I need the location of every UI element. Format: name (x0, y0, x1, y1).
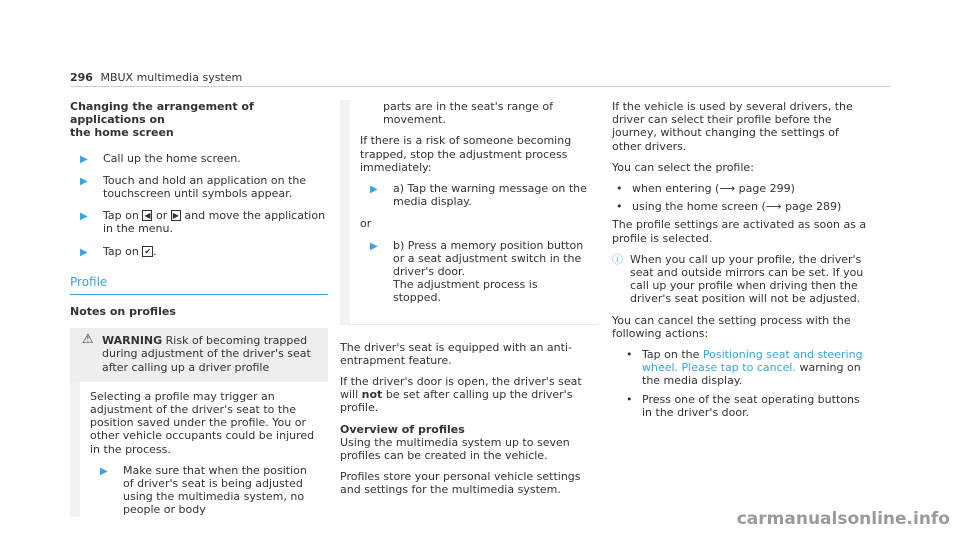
warning-body (70, 382, 328, 517)
check-key-icon: ✔ (144, 246, 152, 256)
section-heading-line-2: the home screen (70, 126, 174, 140)
action-tap-text-post: warning on the media display. (642, 361, 861, 388)
overview-text: Using the multimedia system up to seven profiles can be created in the vehicle. (340, 435, 570, 463)
action-tap-warning (626, 348, 870, 388)
page-ref-arrow-icon: ⟶ (765, 200, 782, 214)
door-open-not: not (361, 388, 383, 402)
overview-title: Overview of profiles (340, 422, 465, 436)
bullet-dot-icon: • (626, 392, 633, 406)
page-ref-289[interactable]: page 289) (785, 200, 842, 214)
step-3 (70, 209, 328, 235)
page-number: 296 (70, 71, 93, 84)
warning-body-text: Selecting a profile may trigger an adjustment of the driver's seat to the position saved under the profile. You or other vehicle occupants could be injured in the process. (90, 389, 315, 456)
warning-continued (340, 100, 598, 325)
right-key-icon: ▶ (172, 211, 179, 221)
warning-label: WARNING (102, 334, 163, 348)
bullet-entering-text: when entering ( (632, 182, 720, 196)
risk-text: If there is a risk of someone becoming trapped, stop the adjustment process immediately: (360, 134, 572, 174)
bullet-dot-icon: • (616, 182, 623, 196)
step-1 (70, 152, 328, 165)
step-arrow-icon: ▶ (80, 246, 88, 258)
profile-activated-text: The profile settings are activated as soon as a profile is selected. (612, 218, 867, 245)
step-a-text: a) Tap the warning message on the media display. (393, 182, 587, 209)
step-4-text: Tap on (103, 244, 139, 258)
column-2 (340, 100, 598, 505)
left-key-icon: ◀ (144, 211, 151, 221)
step-arrow-icon: ▶ (100, 465, 108, 477)
warning-triangle-icon: ⚠ (82, 332, 94, 348)
step-3-text-pre: Tap on (103, 209, 139, 223)
section-heading-line-1: Changing the arrangement of applications on (70, 100, 254, 127)
bullet-home-screen (616, 200, 870, 213)
step-2 (70, 174, 328, 200)
or-text: or (360, 217, 372, 231)
step-b-text: b) Press a memory position button or a seat adjustment switch in the driver's door. (393, 238, 584, 279)
warning-step (90, 464, 318, 517)
action-tap-text-pre: Tap on the (642, 348, 700, 362)
several-drivers-text: If the vehicle is used by several drivers, the driver can select their profile before the journey, without changing the settings of other drivers. (612, 100, 853, 153)
action-press-text: Press one of the seat operating buttons in the driver's door. (642, 392, 860, 419)
door-open-text-post: be set after calling up the driver's profile. (340, 388, 573, 415)
warning-continued-text: parts are in the seat's range of movement. (383, 100, 554, 127)
step-4: ▶ Tap on ✔ . (80, 244, 157, 258)
bullet-dot-icon: • (616, 200, 623, 214)
section-heading (70, 100, 328, 140)
warning-header (80, 334, 318, 374)
info-note-text: When you call up your profile, the driver's seat and outside mirrors can be set. If you call up your profile when driving then the driver's seat position will not be adjusted. (630, 252, 864, 306)
page-header-title: MBUX multimedia system (100, 71, 243, 84)
bullet-home-screen-text: using the home screen ( (632, 200, 766, 214)
step-2-text: Touch and hold an application on the touchscreen until symbols appear. (103, 173, 307, 201)
warning-step-text: Make sure that when the position of driver's seat is being adjusted using the multimedia system, no people or body (123, 463, 307, 517)
cancel-setting-text: You can cancel the setting process with the following actions: (612, 313, 851, 340)
column-1 (70, 100, 328, 526)
warning-message-link: Positioning seat and steering wheel. Please tap to cancel. (642, 348, 863, 375)
anti-entrapment-text: The driver's seat is equipped with an anti-entrapment feature. (340, 340, 572, 367)
step-1-text: Call up the home screen. (103, 151, 241, 165)
select-profile-text: You can select the profile: (612, 160, 754, 174)
door-open-text (340, 375, 598, 415)
bullet-dot-icon: • (626, 348, 633, 362)
info-icon: ⓘ (612, 252, 623, 266)
bullet-entering (616, 182, 870, 195)
header-rule (70, 86, 890, 87)
step-arrow-icon: ▶ (80, 153, 88, 165)
info-note (612, 253, 870, 306)
step-3-text-post: and move the application in the menu. (103, 209, 326, 236)
page-header (70, 71, 242, 84)
action-press-button (626, 393, 870, 419)
footer-watermark: carmanualsonline.info (736, 509, 950, 529)
profiles-store-text: Profiles store your personal vehicle settings and settings for the multimedia system. (340, 470, 581, 497)
page-ref-arrow-icon: ⟶ (719, 182, 736, 196)
warning-text: Risk of becoming trapped during adjustment of the driver's seat after calling up a driver profile (102, 334, 311, 374)
column-3 (612, 100, 870, 424)
step-b (360, 239, 588, 305)
door-open-text-pre: If the driver's door is open, the driver's seat will (340, 375, 582, 402)
step-3-or: or (155, 209, 168, 223)
step-a (360, 182, 588, 208)
profile-section-title: Profile (70, 276, 328, 295)
page-ref-299[interactable]: page 299) (738, 182, 795, 196)
warning-box (70, 328, 328, 382)
step-arrow-icon: ▶ (80, 211, 88, 223)
step-arrow-icon: ▶ (370, 240, 378, 252)
step-b-result: The adjustment process is stopped. (393, 278, 538, 305)
step-arrow-icon: ▶ (80, 175, 88, 187)
notes-title: Notes on profiles (70, 305, 176, 319)
step-arrow-icon: ▶ (370, 184, 378, 196)
